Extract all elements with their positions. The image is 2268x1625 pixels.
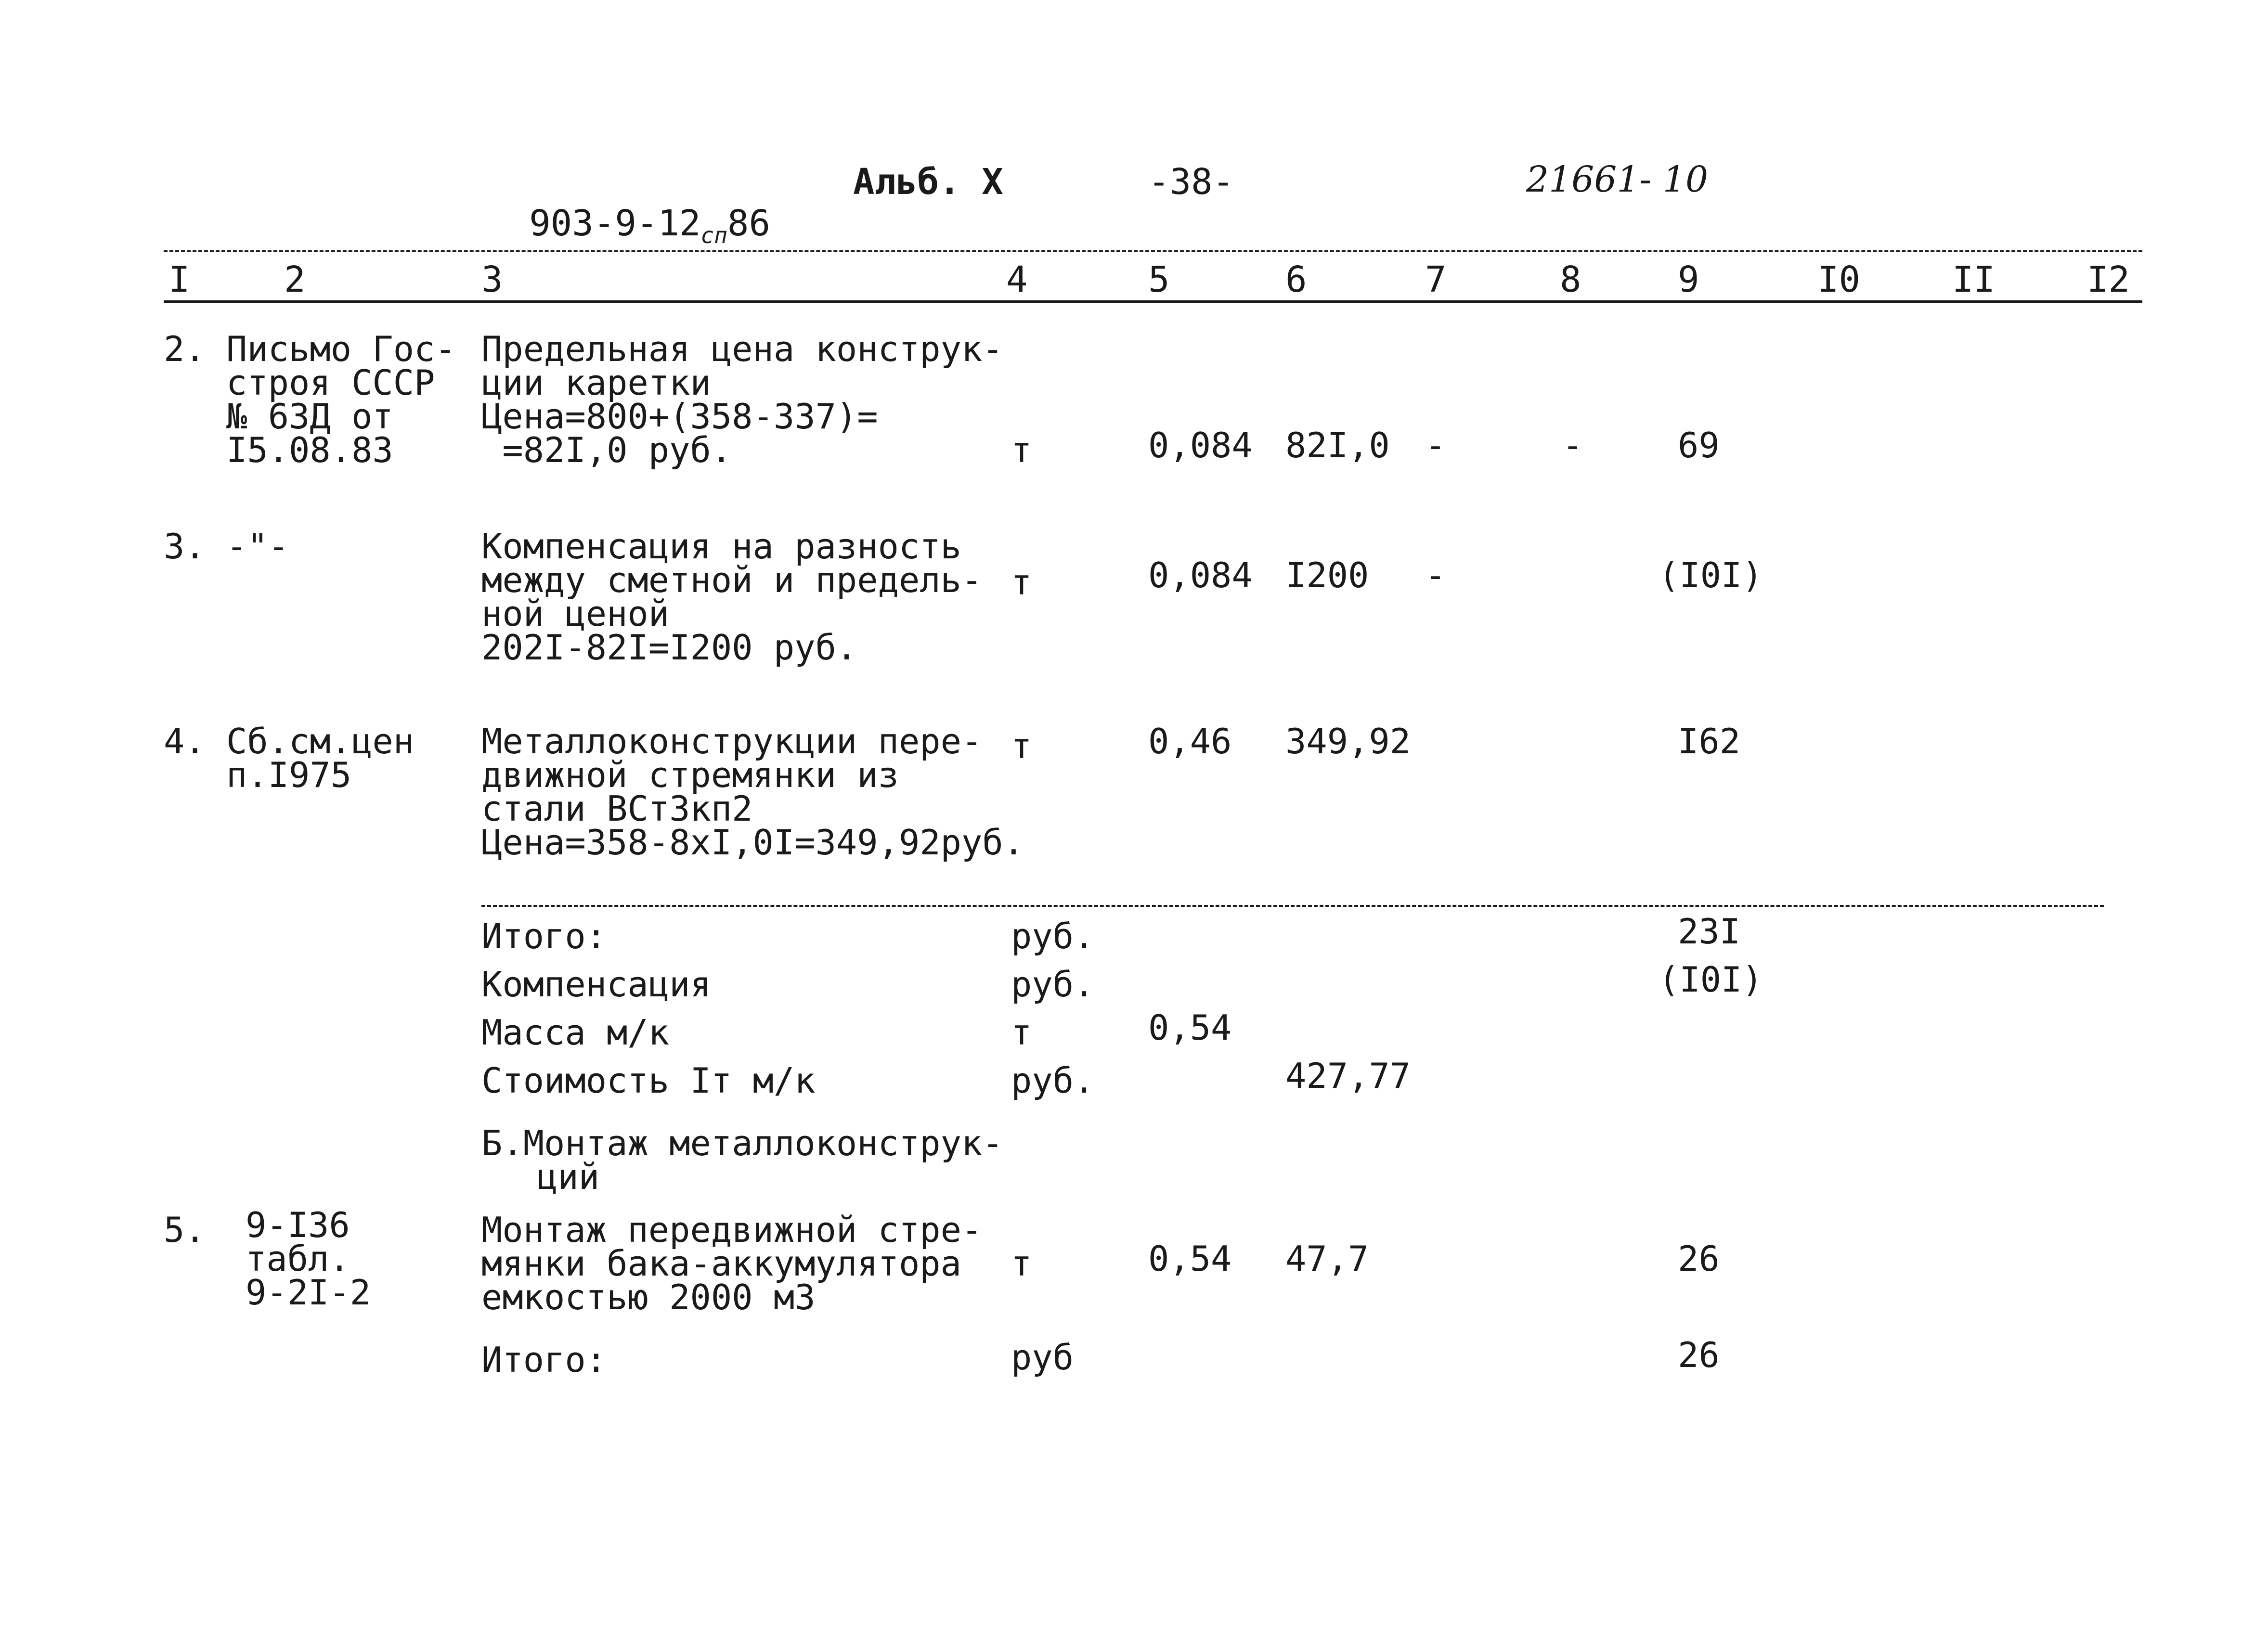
summary-mass-label: Масса м/к: [481, 1012, 670, 1053]
row-4-quantity: 0,46: [1148, 721, 1232, 761]
row-2-description: Предельная цена конструк- ции каретки Цена=800+(358-337)= =82I,0 руб.: [481, 329, 1003, 470]
col-3: 3: [481, 259, 503, 300]
row-3-source: -"-: [226, 526, 289, 567]
row-2-col7: -: [1425, 425, 1446, 465]
summary-mass-unit: т: [1011, 1012, 1032, 1053]
album-label: Альб. X: [853, 161, 1003, 203]
row-3-number: 3.: [164, 526, 206, 567]
final-total-value: 26: [1678, 1335, 1720, 1375]
row-5-number: 5.: [164, 1210, 206, 1250]
row-5-description: Монтаж передвижной стре- мянки бака-аккумулятора емкостью 2000 м3: [481, 1210, 983, 1317]
col-11: II: [1952, 259, 1996, 300]
row-4-source: Сб.см.цен п.I975: [226, 721, 415, 795]
row-3-total: (I0I): [1659, 555, 1763, 595]
page-number: -38-: [1148, 161, 1234, 203]
row-2-quantity: 0,084: [1148, 425, 1253, 465]
summary-compensation-unit: руб.: [1011, 964, 1095, 1005]
row-5-unit: т: [1011, 1243, 1032, 1284]
row-3-unit: т: [1011, 562, 1032, 603]
column-header-rule: [164, 300, 2142, 303]
col-6: 6: [1285, 259, 1307, 300]
summary-compensation-label: Компенсация: [481, 964, 711, 1005]
row-2-unit: т: [1011, 430, 1032, 470]
col-2: 2: [284, 259, 306, 300]
row-2-total: 69: [1678, 425, 1720, 465]
summary-mass-value: 0,54: [1148, 1007, 1232, 1048]
row-4-description: Металлоконструкции пере- движной стремянки из стали ВСт3кп2 Цена=358-8xI,0I=349,92руб.: [481, 721, 1024, 863]
summary-unit-cost-value: 427,77: [1285, 1056, 1411, 1096]
col-1: I: [168, 259, 190, 300]
summary-total-unit: руб.: [1011, 916, 1095, 956]
top-rule: [164, 250, 2142, 252]
col-12: I2: [2087, 259, 2130, 300]
row-4-total: I62: [1678, 721, 1741, 761]
document-number: $903-9-12_{сп}86$: [529, 203, 771, 248]
row-3-col7: -: [1425, 555, 1446, 595]
final-total-unit: руб: [1011, 1337, 1074, 1378]
summary-separator: [481, 905, 2104, 907]
row-2-price: 82I,0: [1285, 425, 1390, 465]
row-3-description: Компенсация на разность между сметной и предель- ной ценой 202I-82I=I200 руб.: [481, 526, 983, 668]
summary-unit-cost-label: Стоимость Iт м/к: [481, 1060, 816, 1101]
row-2-col8: -: [1562, 425, 1583, 465]
row-5-source: 9-I36 табл. 9-2I-2: [246, 1205, 371, 1313]
row-5-total: 26: [1678, 1238, 1720, 1279]
row-4-number: 4.: [164, 721, 206, 761]
summary-total-value: 23I: [1678, 911, 1741, 952]
row-2-number: 2.: [164, 329, 206, 369]
summary-compensation-value: (I0I): [1659, 959, 1763, 1000]
row-5-price: 47,7: [1285, 1238, 1369, 1279]
handwritten-code: 21661- 10: [1526, 159, 1709, 200]
row-4-price: 349,92: [1285, 721, 1411, 761]
col-4: 4: [1006, 259, 1028, 300]
final-total-label: Итого:: [481, 1340, 607, 1380]
row-4-unit: т: [1011, 726, 1032, 766]
col-8: 8: [1560, 259, 1581, 300]
summary-total-label: Итого:: [481, 916, 607, 956]
row-5-quantity: 0,54: [1148, 1238, 1232, 1279]
col-7: 7: [1425, 259, 1447, 300]
summary-unit-cost-unit: руб.: [1011, 1060, 1095, 1101]
row-3-quantity: 0,084: [1148, 555, 1253, 595]
row-3-price: I200: [1285, 555, 1369, 595]
col-9: 9: [1678, 259, 1699, 300]
row-2-source: Письмо Гос- строя СССР № 63Д от I5.08.83: [226, 329, 456, 470]
col-5: 5: [1148, 259, 1170, 300]
section-b-heading: Б.Монтаж металлоконструк- ций: [481, 1123, 1003, 1197]
col-10: I0: [1817, 259, 1861, 300]
